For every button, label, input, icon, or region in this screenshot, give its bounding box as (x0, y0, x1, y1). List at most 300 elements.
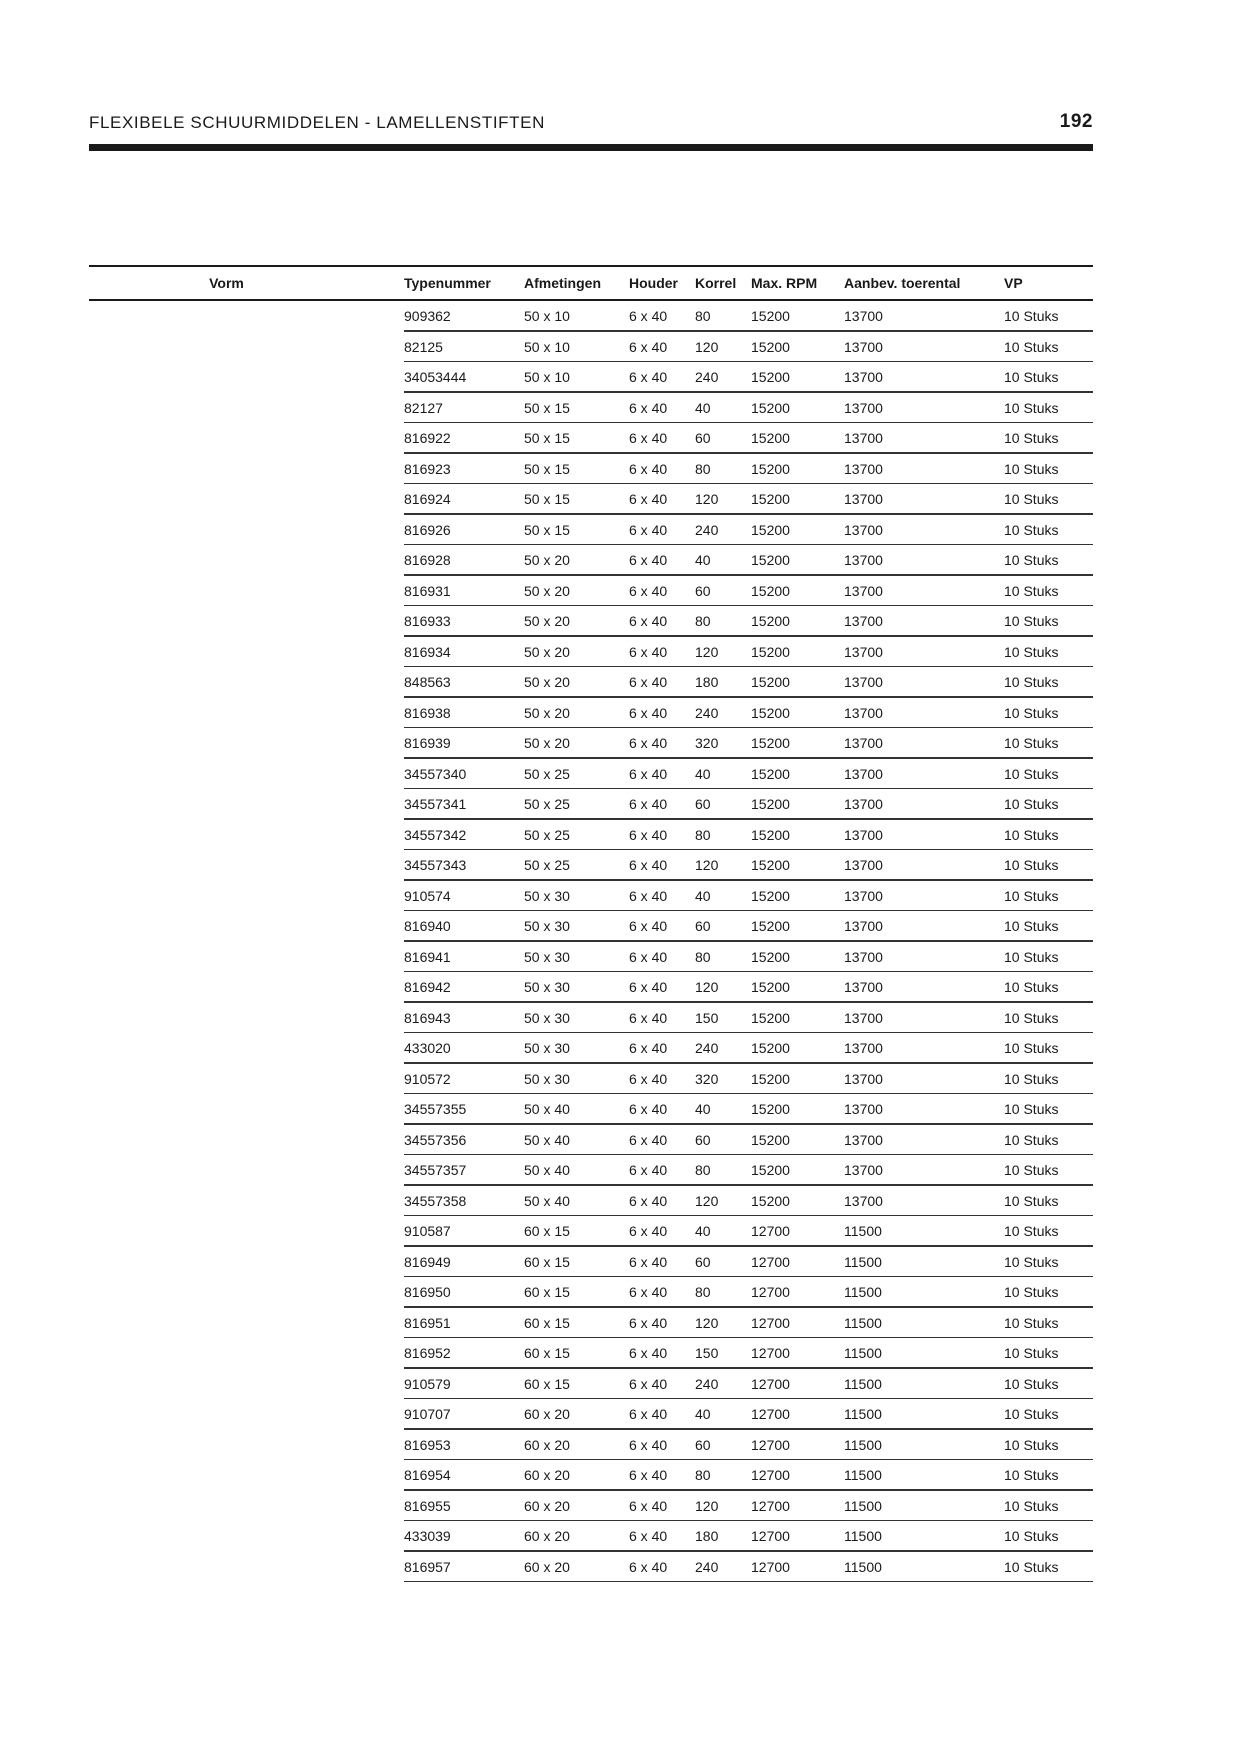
aanbev-toerental-cell: 13700 (844, 887, 883, 904)
table-row (89, 606, 1093, 637)
houder-cell: 6 x 40 (629, 643, 668, 660)
page-number: 192 (1059, 111, 1093, 132)
table-row (89, 850, 1093, 881)
table-body (89, 301, 1093, 1582)
vp-cell: 10 Stuks (1004, 369, 1059, 386)
table-row (89, 576, 1093, 607)
column-header-houder: Houder (629, 275, 678, 291)
afmetingen-cell: 50 x 20 (524, 704, 570, 721)
table-row (89, 332, 1093, 363)
max-rpm-cell: 15200 (751, 613, 790, 630)
houder-cell: 6 x 40 (629, 1436, 668, 1453)
vp-cell: 10 Stuks (1004, 918, 1059, 935)
aanbev-toerental-cell: 13700 (844, 1040, 883, 1057)
houder-cell: 6 x 40 (629, 1528, 668, 1545)
afmetingen-cell: 50 x 40 (524, 1101, 570, 1118)
afmetingen-cell: 50 x 30 (524, 887, 570, 904)
afmetingen-cell: 60 x 20 (524, 1528, 570, 1545)
vp-cell: 10 Stuks (1004, 1162, 1059, 1179)
table-row (89, 1430, 1093, 1461)
afmetingen-cell: 50 x 15 (524, 460, 570, 477)
aanbev-toerental-cell: 11500 (844, 1223, 882, 1240)
houder-cell: 6 x 40 (629, 1040, 668, 1057)
aanbev-toerental-cell: 11500 (844, 1528, 882, 1545)
max-rpm-cell: 12700 (751, 1375, 790, 1392)
aanbev-toerental-cell: 13700 (844, 338, 883, 355)
afmetingen-cell: 50 x 10 (524, 338, 570, 355)
korrel-cell: 120 (695, 1497, 719, 1514)
korrel-cell: 80 (695, 460, 711, 477)
aanbev-toerental-cell: 13700 (844, 918, 883, 935)
aanbev-toerental-cell: 13700 (844, 735, 883, 752)
table-row (89, 637, 1093, 668)
vp-cell: 10 Stuks (1004, 521, 1059, 538)
typenummer-cell: 816953 (404, 1436, 451, 1453)
vp-cell: 10 Stuks (1004, 1345, 1059, 1362)
vp-cell: 10 Stuks (1004, 948, 1059, 965)
houder-cell: 6 x 40 (629, 460, 668, 477)
table-header-row (89, 267, 1093, 299)
korrel-cell: 120 (695, 643, 719, 660)
houder-cell: 6 x 40 (629, 1009, 668, 1026)
korrel-cell: 40 (695, 399, 711, 416)
aanbev-toerental-cell: 11500 (844, 1497, 882, 1514)
houder-cell: 6 x 40 (629, 521, 668, 538)
korrel-cell: 80 (695, 613, 711, 630)
table-row (89, 301, 1093, 332)
afmetingen-cell: 50 x 25 (524, 765, 570, 782)
table-row (89, 1155, 1093, 1186)
typenummer-cell: 910574 (404, 887, 451, 904)
typenummer-cell: 816943 (404, 1009, 451, 1026)
afmetingen-cell: 50 x 25 (524, 796, 570, 813)
table-row (89, 423, 1093, 454)
typenummer-cell: 816954 (404, 1467, 451, 1484)
houder-cell: 6 x 40 (629, 582, 668, 599)
houder-cell: 6 x 40 (629, 1070, 668, 1087)
max-rpm-cell: 15200 (751, 1009, 790, 1026)
table-row (89, 362, 1093, 393)
aanbev-toerental-cell: 13700 (844, 674, 883, 691)
table-row (89, 789, 1093, 820)
vp-cell: 10 Stuks (1004, 1253, 1059, 1270)
houder-cell: 6 x 40 (629, 1101, 668, 1118)
table-row (89, 515, 1093, 546)
vp-cell: 10 Stuks (1004, 643, 1059, 660)
aanbev-toerental-cell: 11500 (844, 1467, 882, 1484)
korrel-cell: 40 (695, 765, 711, 782)
table-row (89, 1216, 1093, 1247)
table-row (89, 545, 1093, 576)
vp-cell: 10 Stuks (1004, 1040, 1059, 1057)
max-rpm-cell: 15200 (751, 765, 790, 782)
vp-cell: 10 Stuks (1004, 308, 1059, 325)
houder-cell: 6 x 40 (629, 1406, 668, 1423)
vp-cell: 10 Stuks (1004, 460, 1059, 477)
page-header (89, 110, 1093, 134)
vp-cell: 10 Stuks (1004, 674, 1059, 691)
afmetingen-cell: 60 x 20 (524, 1467, 570, 1484)
table-row (89, 942, 1093, 973)
vp-cell: 10 Stuks (1004, 1131, 1059, 1148)
max-rpm-cell: 15200 (751, 887, 790, 904)
max-rpm-cell: 12700 (751, 1406, 790, 1423)
houder-cell: 6 x 40 (629, 857, 668, 874)
korrel-cell: 80 (695, 826, 711, 843)
aanbev-toerental-cell: 11500 (844, 1375, 882, 1392)
table-row (89, 454, 1093, 485)
aanbev-toerental-cell: 13700 (844, 552, 883, 569)
houder-cell: 6 x 40 (629, 1223, 668, 1240)
typenummer-cell: 816949 (404, 1253, 451, 1270)
vp-cell: 10 Stuks (1004, 887, 1059, 904)
korrel-cell: 60 (695, 918, 711, 935)
vp-cell: 10 Stuks (1004, 796, 1059, 813)
korrel-cell: 60 (695, 1253, 711, 1270)
typenummer-cell: 34557343 (404, 857, 467, 874)
table-row (89, 1003, 1093, 1034)
vp-cell: 10 Stuks (1004, 338, 1059, 355)
vp-cell: 10 Stuks (1004, 1406, 1059, 1423)
max-rpm-cell: 15200 (751, 521, 790, 538)
typenummer-cell: 34053444 (404, 369, 467, 386)
typenummer-cell: 910707 (404, 1406, 451, 1423)
typenummer-cell: 816931 (404, 582, 451, 599)
aanbev-toerental-cell: 13700 (844, 1101, 883, 1118)
max-rpm-cell: 12700 (751, 1223, 790, 1240)
houder-cell: 6 x 40 (629, 1131, 668, 1148)
houder-cell: 6 x 40 (629, 338, 668, 355)
korrel-cell: 60 (695, 1131, 711, 1148)
afmetingen-cell: 60 x 20 (524, 1406, 570, 1423)
korrel-cell: 180 (695, 674, 719, 691)
houder-cell: 6 x 40 (629, 979, 668, 996)
typenummer-cell: 816941 (404, 948, 451, 965)
vp-cell: 10 Stuks (1004, 491, 1059, 508)
aanbev-toerental-cell: 13700 (844, 643, 883, 660)
afmetingen-cell: 50 x 10 (524, 369, 570, 386)
afmetingen-cell: 50 x 30 (524, 1040, 570, 1057)
afmetingen-cell: 60 x 15 (524, 1345, 570, 1362)
vp-cell: 10 Stuks (1004, 1070, 1059, 1087)
korrel-cell: 320 (695, 735, 719, 752)
korrel-cell: 60 (695, 796, 711, 813)
table-row (89, 1460, 1093, 1491)
table-row (89, 1247, 1093, 1278)
column-header-afmetingen: Afmetingen (524, 275, 601, 291)
afmetingen-cell: 50 x 30 (524, 1009, 570, 1026)
afmetingen-cell: 50 x 20 (524, 582, 570, 599)
max-rpm-cell: 15200 (751, 643, 790, 660)
korrel-cell: 150 (695, 1009, 719, 1026)
afmetingen-cell: 50 x 15 (524, 430, 570, 447)
header-rule (89, 144, 1093, 151)
column-header-aanbev-toerental: Aanbev. toerental (844, 275, 961, 291)
korrel-cell: 60 (695, 582, 711, 599)
aanbev-toerental-cell: 13700 (844, 765, 883, 782)
korrel-cell: 80 (695, 1284, 711, 1301)
aanbev-toerental-cell: 13700 (844, 1131, 883, 1148)
houder-cell: 6 x 40 (629, 674, 668, 691)
korrel-cell: 180 (695, 1528, 719, 1545)
afmetingen-cell: 50 x 40 (524, 1162, 570, 1179)
afmetingen-cell: 50 x 25 (524, 826, 570, 843)
max-rpm-cell: 15200 (751, 491, 790, 508)
korrel-cell: 150 (695, 1345, 719, 1362)
max-rpm-cell: 15200 (751, 1162, 790, 1179)
max-rpm-cell: 15200 (751, 1101, 790, 1118)
vp-cell: 10 Stuks (1004, 1528, 1059, 1545)
aanbev-toerental-cell: 11500 (844, 1253, 882, 1270)
aanbev-toerental-cell: 13700 (844, 399, 883, 416)
aanbev-toerental-cell: 13700 (844, 1009, 883, 1026)
vp-cell: 10 Stuks (1004, 399, 1059, 416)
page-title: FLEXIBELE SCHUURMIDDELEN - LAMELLENSTIFTEN (89, 113, 545, 132)
vp-cell: 10 Stuks (1004, 1467, 1059, 1484)
typenummer-cell: 816933 (404, 613, 451, 630)
max-rpm-cell: 15200 (751, 460, 790, 477)
vp-cell: 10 Stuks (1004, 1223, 1059, 1240)
typenummer-cell: 34557340 (404, 765, 467, 782)
houder-cell: 6 x 40 (629, 308, 668, 325)
aanbev-toerental-cell: 11500 (844, 1284, 882, 1301)
max-rpm-cell: 15200 (751, 674, 790, 691)
table-row (89, 759, 1093, 790)
houder-cell: 6 x 40 (629, 1314, 668, 1331)
table-row (89, 667, 1093, 698)
typenummer-cell: 433039 (404, 1528, 451, 1545)
typenummer-cell: 816951 (404, 1314, 451, 1331)
aanbev-toerental-cell: 11500 (844, 1436, 882, 1453)
korrel-cell: 240 (695, 1040, 719, 1057)
typenummer-cell: 848563 (404, 674, 451, 691)
korrel-cell: 120 (695, 1192, 719, 1209)
houder-cell: 6 x 40 (629, 887, 668, 904)
typenummer-cell: 34557342 (404, 826, 467, 843)
aanbev-toerental-cell: 13700 (844, 491, 883, 508)
korrel-cell: 80 (695, 1467, 711, 1484)
vp-cell: 10 Stuks (1004, 1101, 1059, 1118)
max-rpm-cell: 15200 (751, 369, 790, 386)
korrel-cell: 40 (695, 552, 711, 569)
aanbev-toerental-cell: 13700 (844, 796, 883, 813)
table-row (89, 881, 1093, 912)
afmetingen-cell: 50 x 40 (524, 1192, 570, 1209)
typenummer-cell: 433020 (404, 1040, 451, 1057)
typenummer-cell: 34557356 (404, 1131, 467, 1148)
typenummer-cell: 910587 (404, 1223, 451, 1240)
max-rpm-cell: 15200 (751, 979, 790, 996)
aanbev-toerental-cell: 13700 (844, 979, 883, 996)
table-row (89, 1338, 1093, 1369)
typenummer-cell: 816957 (404, 1558, 451, 1575)
aanbev-toerental-cell: 13700 (844, 1070, 883, 1087)
max-rpm-cell: 15200 (751, 1070, 790, 1087)
typenummer-cell: 816923 (404, 460, 451, 477)
typenummer-cell: 82127 (404, 399, 443, 416)
max-rpm-cell: 12700 (751, 1284, 790, 1301)
korrel-cell: 240 (695, 1375, 719, 1392)
aanbev-toerental-cell: 13700 (844, 582, 883, 599)
houder-cell: 6 x 40 (629, 1284, 668, 1301)
korrel-cell: 40 (695, 1223, 711, 1240)
aanbev-toerental-cell: 11500 (844, 1314, 882, 1331)
max-rpm-cell: 12700 (751, 1253, 790, 1270)
houder-cell: 6 x 40 (629, 430, 668, 447)
vp-cell: 10 Stuks (1004, 1314, 1059, 1331)
vp-cell: 10 Stuks (1004, 1375, 1059, 1392)
typenummer-cell: 816938 (404, 704, 451, 721)
table-row (89, 1399, 1093, 1430)
table-row (89, 1552, 1093, 1583)
afmetingen-cell: 50 x 40 (524, 1131, 570, 1148)
houder-cell: 6 x 40 (629, 826, 668, 843)
table-row (89, 1064, 1093, 1095)
korrel-cell: 40 (695, 1406, 711, 1423)
vp-cell: 10 Stuks (1004, 613, 1059, 630)
vp-cell: 10 Stuks (1004, 1436, 1059, 1453)
afmetingen-cell: 50 x 15 (524, 399, 570, 416)
afmetingen-cell: 50 x 30 (524, 979, 570, 996)
afmetingen-cell: 50 x 20 (524, 674, 570, 691)
korrel-cell: 320 (695, 1070, 719, 1087)
typenummer-cell: 816955 (404, 1497, 451, 1514)
korrel-cell: 240 (695, 704, 719, 721)
houder-cell: 6 x 40 (629, 1253, 668, 1270)
max-rpm-cell: 15200 (751, 1131, 790, 1148)
vp-cell: 10 Stuks (1004, 582, 1059, 599)
table-row (89, 1186, 1093, 1217)
max-rpm-cell: 15200 (751, 338, 790, 355)
typenummer-cell: 816926 (404, 521, 451, 538)
table-row (89, 1521, 1093, 1552)
max-rpm-cell: 15200 (751, 826, 790, 843)
table-row (89, 484, 1093, 515)
row-divider (404, 1581, 1093, 1582)
houder-cell: 6 x 40 (629, 948, 668, 965)
max-rpm-cell: 15200 (751, 1040, 790, 1057)
column-header-vp: VP (1004, 275, 1023, 291)
aanbev-toerental-cell: 13700 (844, 1162, 883, 1179)
aanbev-toerental-cell: 11500 (844, 1558, 882, 1575)
afmetingen-cell: 50 x 30 (524, 948, 570, 965)
table-row (89, 1491, 1093, 1522)
korrel-cell: 240 (695, 1558, 719, 1575)
houder-cell: 6 x 40 (629, 399, 668, 416)
max-rpm-cell: 12700 (751, 1345, 790, 1362)
aanbev-toerental-cell: 13700 (844, 430, 883, 447)
korrel-cell: 40 (695, 887, 711, 904)
max-rpm-cell: 15200 (751, 1192, 790, 1209)
table-row (89, 1369, 1093, 1400)
korrel-cell: 120 (695, 491, 719, 508)
max-rpm-cell: 15200 (751, 796, 790, 813)
houder-cell: 6 x 40 (629, 1375, 668, 1392)
typenummer-cell: 816928 (404, 552, 451, 569)
typenummer-cell: 816942 (404, 979, 451, 996)
table-row (89, 1308, 1093, 1339)
afmetingen-cell: 60 x 15 (524, 1284, 570, 1301)
max-rpm-cell: 15200 (751, 430, 790, 447)
table-row (89, 972, 1093, 1003)
houder-cell: 6 x 40 (629, 704, 668, 721)
houder-cell: 6 x 40 (629, 552, 668, 569)
table-row (89, 1125, 1093, 1156)
column-header-vorm: Vorm (209, 275, 244, 291)
typenummer-cell: 34557357 (404, 1162, 467, 1179)
houder-cell: 6 x 40 (629, 1192, 668, 1209)
table-row (89, 393, 1093, 424)
max-rpm-cell: 15200 (751, 948, 790, 965)
afmetingen-cell: 60 x 20 (524, 1497, 570, 1514)
vp-cell: 10 Stuks (1004, 765, 1059, 782)
afmetingen-cell: 60 x 20 (524, 1436, 570, 1453)
afmetingen-cell: 60 x 15 (524, 1253, 570, 1270)
aanbev-toerental-cell: 13700 (844, 460, 883, 477)
houder-cell: 6 x 40 (629, 1162, 668, 1179)
houder-cell: 6 x 40 (629, 369, 668, 386)
afmetingen-cell: 50 x 20 (524, 552, 570, 569)
houder-cell: 6 x 40 (629, 735, 668, 752)
houder-cell: 6 x 40 (629, 1497, 668, 1514)
houder-cell: 6 x 40 (629, 765, 668, 782)
afmetingen-cell: 60 x 15 (524, 1314, 570, 1331)
vp-cell: 10 Stuks (1004, 1284, 1059, 1301)
korrel-cell: 60 (695, 1436, 711, 1453)
typenummer-cell: 816924 (404, 491, 451, 508)
max-rpm-cell: 15200 (751, 857, 790, 874)
max-rpm-cell: 15200 (751, 308, 790, 325)
typenummer-cell: 910572 (404, 1070, 451, 1087)
aanbev-toerental-cell: 13700 (844, 1192, 883, 1209)
typenummer-cell: 816939 (404, 735, 451, 752)
aanbev-toerental-cell: 13700 (844, 308, 883, 325)
aanbev-toerental-cell: 13700 (844, 521, 883, 538)
afmetingen-cell: 50 x 15 (524, 491, 570, 508)
table-row (89, 728, 1093, 759)
vp-cell: 10 Stuks (1004, 979, 1059, 996)
houder-cell: 6 x 40 (629, 918, 668, 935)
typenummer-cell: 34557341 (404, 796, 467, 813)
korrel-cell: 80 (695, 308, 711, 325)
afmetingen-cell: 50 x 20 (524, 613, 570, 630)
vp-cell: 10 Stuks (1004, 1558, 1059, 1575)
typenummer-cell: 816934 (404, 643, 451, 660)
table-row (89, 1033, 1093, 1064)
afmetingen-cell: 50 x 30 (524, 918, 570, 935)
vp-cell: 10 Stuks (1004, 430, 1059, 447)
korrel-cell: 120 (695, 338, 719, 355)
max-rpm-cell: 12700 (751, 1467, 790, 1484)
column-header-korrel: Korrel (695, 275, 737, 291)
afmetingen-cell: 60 x 15 (524, 1223, 570, 1240)
typenummer-cell: 816950 (404, 1284, 451, 1301)
max-rpm-cell: 12700 (751, 1528, 790, 1545)
typenummer-cell: 816952 (404, 1345, 451, 1362)
aanbev-toerental-cell: 13700 (844, 704, 883, 721)
afmetingen-cell: 50 x 20 (524, 735, 570, 752)
korrel-cell: 80 (695, 1162, 711, 1179)
max-rpm-cell: 12700 (751, 1497, 790, 1514)
korrel-cell: 80 (695, 948, 711, 965)
typenummer-cell: 816940 (404, 918, 451, 935)
aanbev-toerental-cell: 13700 (844, 613, 883, 630)
max-rpm-cell: 15200 (751, 704, 790, 721)
table-row (89, 698, 1093, 729)
max-rpm-cell: 12700 (751, 1314, 790, 1331)
typenummer-cell: 34557355 (404, 1101, 467, 1118)
aanbev-toerental-cell: 11500 (844, 1406, 882, 1423)
